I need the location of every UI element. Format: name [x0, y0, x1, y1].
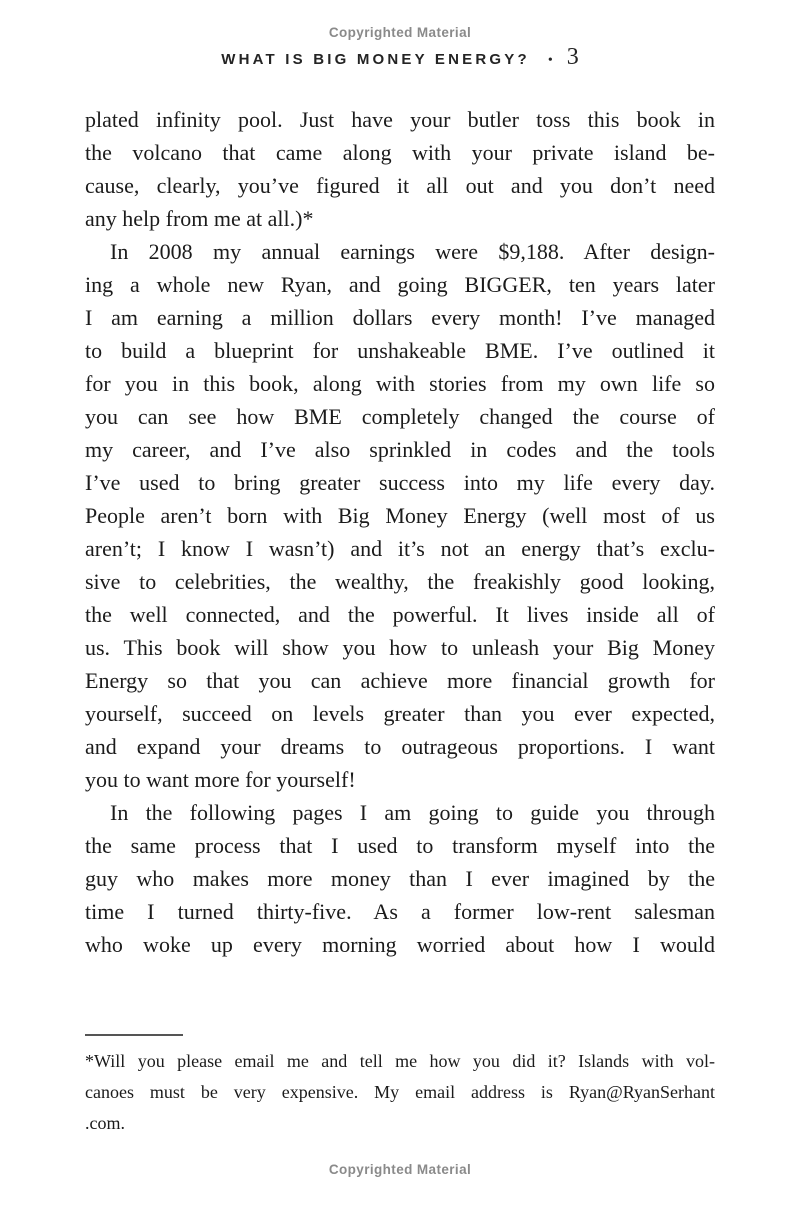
text-line: and expand your dreams to outrageous proportions. I want — [85, 734, 715, 759]
text-line: plated infinity pool. Just have your butler toss this book in — [85, 107, 715, 132]
text-line: *Will you please email me and tell me how you did it? Islands with vol- — [85, 1051, 715, 1071]
paragraph — [85, 103, 715, 235]
text-line: you can see how BME completely changed the course of — [85, 404, 715, 429]
text-line: time I turned thirty-five. As a former low-rent salesman — [85, 899, 715, 924]
top-copyright-notice: Copyrighted Material — [328, 25, 472, 40]
text-line: who woke up every morning worried about how I would — [85, 932, 715, 957]
text-line: In the following pages I am going to guide you through — [110, 800, 715, 825]
chapter-title: WHAT IS BIG MONEY ENERGY? — [221, 51, 530, 68]
text-line: In 2008 my annual earnings were $9,188. After design- — [110, 239, 715, 264]
text-line: yourself, succeed on levels greater than you ever expected, — [85, 701, 715, 726]
text-line: any help from me at all.)* — [85, 206, 314, 231]
text-line: cause, clearly, you’ve figured it all out and you don’t need — [85, 173, 715, 198]
paragraph — [85, 1046, 715, 1139]
text-line: canoes must be very expensive. My email address is Ryan@RyanSerhant — [85, 1082, 715, 1102]
header-bullet-separator: • — [547, 53, 553, 68]
text-line: the volcano that came along with your private island be- — [85, 140, 715, 165]
text-line: us. This book will show you how to unleash your Big Money — [85, 635, 715, 660]
text-line: ing a whole new Ryan, and going BIGGER, ten years later — [85, 272, 715, 297]
body-text — [85, 103, 715, 961]
text-line: Energy so that you can achieve more financial growth for — [85, 668, 715, 693]
text-line: People aren’t born with Big Money Energy (well most of us — [85, 503, 715, 528]
text-line: I’ve used to bring greater success into my life every day. — [85, 470, 715, 495]
text-line: the same process that I used to transform myself into the — [85, 833, 715, 858]
text-line: the well connected, and the powerful. It lives inside all of — [85, 602, 715, 627]
text-line: my career, and I’ve also sprinkled in codes and the tools — [85, 437, 715, 462]
text-line: sive to celebrities, the wealthy, the freakishly good looking, — [85, 569, 715, 594]
page-number: 3 — [566, 44, 579, 70]
footnote-rule — [85, 1034, 183, 1036]
text-line: you to want more for yourself! — [85, 767, 356, 792]
text-line: .com. — [85, 1113, 125, 1133]
text-line: aren’t; I know I wasn’t) and it’s not an energy that’s exclu- — [85, 536, 715, 561]
text-line: to build a blueprint for unshakeable BME. I’ve outlined it — [85, 338, 715, 363]
paragraph — [85, 235, 715, 796]
text-line: for you in this book, along with stories from my own life so — [85, 371, 715, 396]
bottom-copyright-notice: Copyrighted Material — [328, 1162, 472, 1177]
paragraph — [85, 796, 715, 961]
footnote-text — [85, 1046, 715, 1139]
text-line: I am earning a million dollars every month! I’ve managed — [85, 305, 715, 330]
running-header — [0, 44, 800, 71]
text-line: guy who makes more money than I ever imagined by the — [85, 866, 715, 891]
footnote — [85, 1034, 715, 1139]
